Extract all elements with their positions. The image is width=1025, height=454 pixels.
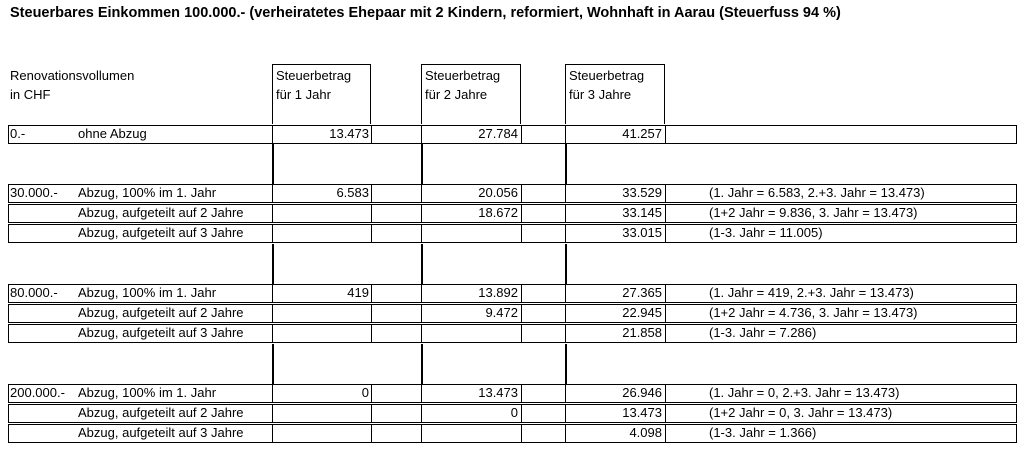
column-divider: [371, 126, 373, 143]
table-row: [8, 424, 1017, 443]
row-year3-value: 26.946: [622, 385, 662, 400]
header-col2-line2: für 2 Jahre: [425, 87, 488, 102]
row-description: Abzug, aufgeteilt auf 3 Jahre: [78, 325, 244, 340]
column-divider: [665, 185, 667, 202]
header-col1-line2: für 1 Jahr: [276, 87, 331, 102]
row-year1-value: 13.473: [329, 126, 369, 141]
header-label-line1: Renovationsvollumen: [10, 68, 135, 83]
gap-divider: [565, 344, 567, 384]
table-row: [8, 404, 1017, 423]
row-description: Abzug, aufgeteilt auf 3 Jahre: [78, 225, 244, 240]
row-year2-value: 18.672: [478, 205, 518, 220]
gap-divider: [272, 144, 274, 184]
row-amount: 80.000.-: [10, 285, 58, 300]
table-row: [8, 324, 1017, 343]
row-note: (1-3. Jahr = 7.286): [709, 325, 817, 340]
row-note: (1+2 Jahr = 9.836, 3. Jahr = 13.473): [709, 205, 918, 220]
row-note: (1+2 Jahr = 4.736, 3. Jahr = 13.473): [709, 305, 918, 320]
column-divider: [371, 225, 373, 242]
row-year3-value: 33.015: [622, 225, 662, 240]
row-year3-value: 13.473: [622, 405, 662, 420]
table-row: [8, 284, 1017, 303]
column-divider: [521, 285, 523, 302]
table-row: [8, 384, 1017, 403]
column-divider: [521, 405, 523, 422]
column-divider: [665, 325, 667, 342]
row-year2-value: 13.473: [478, 385, 518, 400]
column-divider: [272, 405, 274, 422]
column-divider: [665, 385, 667, 402]
gap-divider: [272, 344, 274, 384]
column-divider: [272, 325, 274, 342]
column-divider: [371, 425, 373, 442]
table-row: [8, 125, 1017, 144]
row-description: Abzug, aufgeteilt auf 2 Jahre: [78, 205, 244, 220]
row-amount: 0.-: [10, 126, 26, 141]
column-divider: [272, 425, 274, 442]
row-note: (1-3. Jahr = 1.366): [709, 425, 817, 440]
row-description: Abzug, aufgeteilt auf 2 Jahre: [78, 305, 244, 320]
table-row: [8, 184, 1017, 203]
row-year1-value: 419: [347, 285, 369, 300]
row-year2-value: 13.892: [478, 285, 518, 300]
row-year3-value: 41.257: [622, 126, 662, 141]
row-year2-value: 0: [510, 405, 518, 420]
gap-divider: [421, 344, 423, 384]
header-col2-line1: Steuerbetrag: [425, 68, 501, 83]
column-divider: [521, 126, 523, 143]
header-col1: [276, 66, 351, 104]
row-amount: 30.000.-: [10, 185, 58, 200]
row-year1-value: 6.583: [336, 185, 369, 200]
column-divider: [521, 225, 523, 242]
row-year2-value: 27.784: [478, 126, 518, 141]
row-year3-value: 4.098: [629, 425, 662, 440]
column-divider: [371, 325, 373, 342]
page-title: Steuerbares Einkommen 100.000.- (verheiratetes Ehepaar mit 2 Kindern, reformiert, Wohnhaft in Aarau (Steuerfuss 94 %): [10, 5, 841, 21]
row-description: ohne Abzug: [78, 126, 147, 141]
row-note: (1. Jahr = 0, 2.+3. Jahr = 13.473): [709, 385, 900, 400]
row-description: Abzug, 100% im 1. Jahr: [78, 385, 217, 400]
gap-divider: [565, 144, 567, 184]
header-label: [10, 66, 134, 104]
column-divider: [421, 425, 423, 442]
column-divider: [521, 425, 523, 442]
row-amount: 200.000.-: [10, 385, 65, 400]
column-divider: [665, 425, 667, 442]
column-divider: [521, 205, 523, 222]
row-year3-value: 27.365: [622, 285, 662, 300]
table-row: [8, 304, 1017, 323]
row-note: (1. Jahr = 419, 2.+3. Jahr = 13.473): [709, 285, 914, 300]
column-divider: [421, 225, 423, 242]
row-note: (1-3. Jahr = 11.005): [709, 225, 823, 240]
row-year2-value: 9.472: [485, 305, 518, 320]
table-row: [8, 204, 1017, 223]
column-divider: [371, 185, 373, 202]
header-col1-line1: Steuerbetrag: [276, 68, 352, 83]
column-divider: [371, 205, 373, 222]
gap-divider: [565, 244, 567, 284]
column-divider: [421, 325, 423, 342]
row-year3-value: 33.529: [622, 185, 662, 200]
header-col3: [569, 66, 644, 104]
column-divider: [665, 405, 667, 422]
row-year3-value: 33.145: [622, 205, 662, 220]
row-note: (1. Jahr = 6.583, 2.+3. Jahr = 13.473): [709, 185, 925, 200]
row-year3-value: 22.945: [622, 305, 662, 320]
row-description: Abzug, 100% im 1. Jahr: [78, 185, 217, 200]
column-divider: [371, 385, 373, 402]
row-note: (1+2 Jahr = 0, 3. Jahr = 13.473): [709, 405, 893, 420]
gap-divider: [421, 244, 423, 284]
header-col2: [425, 66, 500, 104]
row-description: Abzug, aufgeteilt auf 2 Jahre: [78, 405, 244, 420]
row-year3-value: 21.858: [622, 325, 662, 340]
row-description: Abzug, aufgeteilt auf 3 Jahre: [78, 425, 244, 440]
column-divider: [665, 305, 667, 322]
column-divider: [665, 126, 667, 143]
header-label-line2: in CHF: [10, 87, 51, 102]
header-col3-line1: Steuerbetrag: [569, 68, 645, 83]
column-divider: [665, 205, 667, 222]
column-divider: [371, 305, 373, 322]
column-divider: [272, 205, 274, 222]
column-divider: [272, 305, 274, 322]
column-divider: [272, 225, 274, 242]
header-col3-line2: für 3 Jahre: [569, 87, 632, 102]
column-divider: [521, 305, 523, 322]
column-divider: [371, 405, 373, 422]
column-divider: [665, 225, 667, 242]
gap-divider: [421, 144, 423, 184]
column-divider: [521, 385, 523, 402]
row-year1-value: 0: [361, 385, 369, 400]
column-divider: [521, 185, 523, 202]
row-description: Abzug, 100% im 1. Jahr: [78, 285, 217, 300]
table-row: [8, 224, 1017, 243]
column-divider: [371, 285, 373, 302]
column-divider: [521, 325, 523, 342]
column-divider: [665, 285, 667, 302]
gap-divider: [272, 244, 274, 284]
row-year2-value: 20.056: [478, 185, 518, 200]
